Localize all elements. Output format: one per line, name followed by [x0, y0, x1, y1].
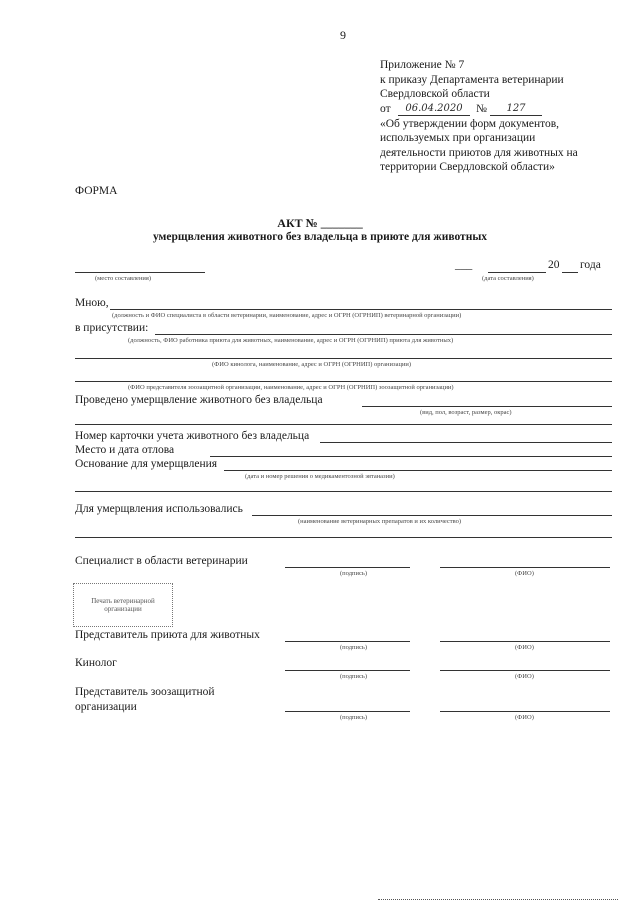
date-caption: (дата составления) — [482, 275, 534, 282]
annex-number-prefix: № — [476, 102, 487, 115]
zoo-sign-caption: (подпись) — [340, 714, 367, 721]
shelter-sign-caption: (подпись) — [340, 644, 367, 651]
procedure-line-2[interactable] — [75, 424, 612, 425]
used-caption: (наименование ветеринарных препаратов и их количество) — [298, 518, 462, 525]
zoo-line[interactable] — [75, 381, 612, 382]
procedure-caption: (вид, пол, возраст, размер, окрас) — [420, 409, 512, 416]
shelter-fio-line[interactable] — [440, 641, 610, 642]
kinolog-caption: (ФИО кинолога, наименование, адрес и ОГРН (ОГРНИП) организации) — [212, 361, 412, 368]
shelter-label: Представитель приюта для животных — [75, 629, 260, 641]
annex-date-value: 06.04.2020 — [398, 102, 470, 116]
kinolog-line[interactable] — [75, 358, 612, 359]
zoo-caption: (ФИО представителя зоозащитной организации, наименование, адрес и ОГРН (ОГРНИП) зоозащитной организации) — [128, 384, 454, 391]
annex-subject-4: территории Свердловской области» — [380, 161, 555, 173]
basis-caption: (дата и номер решения о медикаментозной эвтаназии) — [245, 473, 395, 480]
annex-line-3: Свердловской области — [380, 88, 490, 100]
stamp-placeholder — [73, 583, 173, 627]
vet-sign-caption: (подпись) — [340, 570, 367, 577]
kinolog-fio-line[interactable] — [440, 670, 610, 671]
date-dash: ___ — [455, 259, 473, 271]
presence-label: в присутствии: — [75, 322, 149, 334]
procedure-line[interactable] — [362, 406, 612, 407]
basis-line-2[interactable] — [75, 491, 612, 492]
mnoyu-line[interactable] — [110, 309, 612, 310]
procedure-label: Проведено умерщвление животного без владельца — [75, 394, 323, 406]
date-year-line[interactable] — [562, 272, 578, 273]
presence-line[interactable] — [155, 334, 612, 335]
mnoyu-caption: (должность и ФИО специалиста в области ветеринарии, наименование, адрес и ОГРН (ОГРНИП) ветеринарной организации) — [112, 312, 462, 319]
date-year: 20 — [548, 259, 560, 271]
presence-caption: (должность, ФИО работника приюта для животных, наименование, адрес и ОГРН (ОГРНИП) приюта для животных) — [128, 337, 454, 344]
card-number-line[interactable] — [320, 442, 612, 443]
vet-sign-line[interactable] — [285, 567, 410, 568]
stamp-text-2: организации — [104, 605, 142, 613]
shelter-fio-caption: (ФИО) — [515, 644, 534, 651]
annex-number-value: 127 — [490, 102, 542, 116]
annex-subject-1: «Об утверждении форм документов, — [380, 117, 560, 130]
date-year-suffix: года — [580, 259, 601, 271]
stamp-text-1: Печать ветеринарной — [91, 597, 155, 605]
annex-subject-3: деятельности приютов для животных на — [380, 146, 578, 159]
zoo-fio-line[interactable] — [440, 711, 610, 712]
zoo-label-1: Представитель зоозащитной — [75, 686, 215, 698]
zoo-label-2: организации — [75, 701, 137, 713]
act-subtitle: умерщвления животного без владельца в приюте для животных — [152, 231, 488, 243]
kinolog-sign-line[interactable] — [285, 670, 410, 671]
annex-block — [380, 58, 578, 175]
catch-label: Место и дата отлова — [75, 444, 175, 456]
date-line[interactable] — [488, 272, 546, 273]
annex-line-1: Приложение № 7 — [380, 59, 465, 71]
form-label: ФОРМА — [75, 185, 118, 197]
place-caption: (место составления) — [95, 275, 152, 282]
basis-line[interactable] — [224, 470, 612, 471]
kinolog-sign-caption: (подпись) — [340, 673, 367, 680]
act-title: АКТ № _______ — [277, 216, 363, 230]
zoo-fio-caption: (ФИО) — [515, 714, 534, 721]
vet-fio-caption: (ФИО) — [515, 570, 534, 577]
vet-fio-line[interactable] — [440, 567, 610, 568]
used-label: Для умерщвления использовались — [75, 503, 243, 515]
annex-date-prefix: от — [380, 102, 391, 115]
place-line[interactable] — [75, 272, 205, 273]
mnoyu-label: Мною, — [75, 297, 109, 309]
basis-label: Основание для умерщвления — [75, 458, 218, 470]
annex-subject-2: используемых при организации — [380, 132, 536, 144]
kinolog-label: Кинолог — [75, 657, 117, 669]
used-line[interactable] — [252, 515, 612, 516]
used-line-2[interactable] — [75, 537, 612, 538]
vet-label: Специалист в области ветеринарии — [75, 555, 248, 567]
shelter-sign-line[interactable] — [285, 641, 410, 642]
page-number: 9 — [340, 28, 346, 42]
catch-line[interactable] — [210, 456, 612, 457]
zoo-sign-line[interactable] — [285, 711, 410, 712]
scan-mark — [378, 899, 618, 900]
annex-date-row — [380, 102, 578, 117]
card-number-label: Номер карточки учета животного без владельца — [75, 430, 310, 442]
annex-line-2: к приказу Департамента ветеринарии — [380, 73, 564, 86]
kinolog-fio-caption: (ФИО) — [515, 673, 534, 680]
